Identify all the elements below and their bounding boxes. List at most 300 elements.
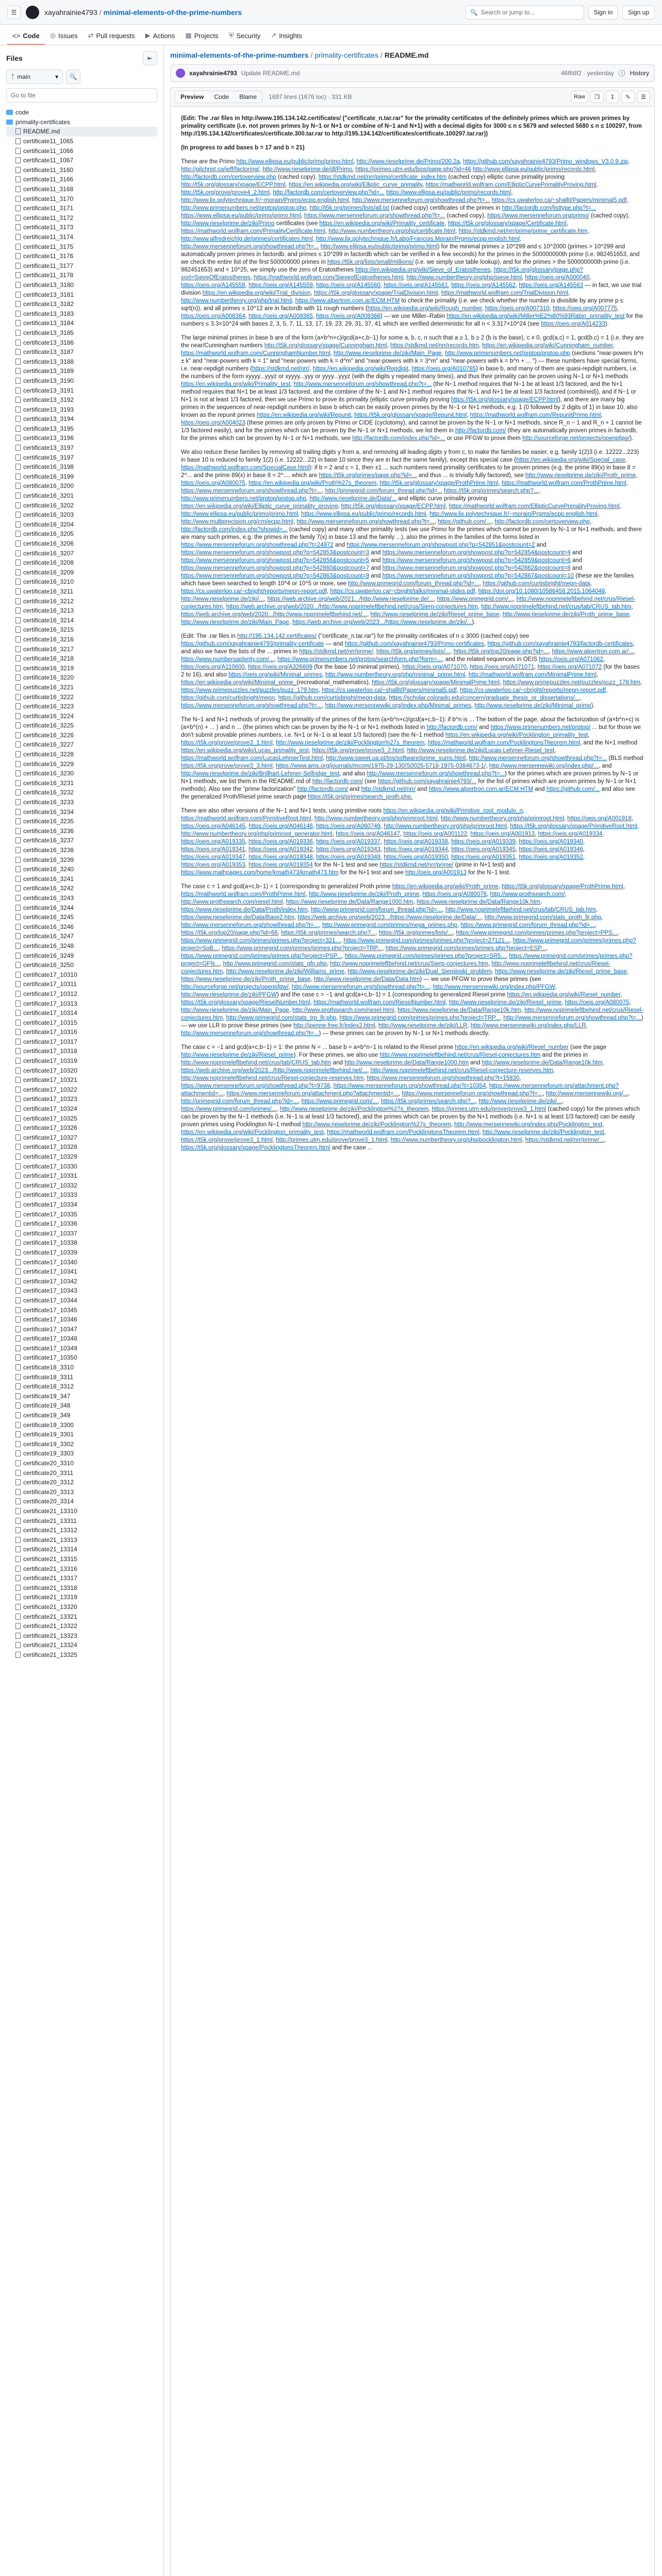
- history-link[interactable]: History: [630, 70, 649, 77]
- readme-link[interactable]: http://www.numbertheory.org/php/primroot.html: [441, 816, 564, 822]
- readme-link[interactable]: http://www.mersenneforum.org/showthread.php?t=...: [291, 984, 430, 990]
- tree-file[interactable]: [6, 251, 157, 261]
- tree-file[interactable]: [6, 721, 157, 731]
- tree-file[interactable]: [6, 1219, 157, 1229]
- readme-link[interactable]: http://www.rieselprime.de/ziki/Riesel_prime: [181, 1052, 294, 1058]
- tree-file[interactable]: [6, 1257, 157, 1267]
- avatar[interactable]: [176, 69, 185, 78]
- readme-link[interactable]: http://www.mersennewiki.org/index.php/Minimal_primes: [325, 703, 471, 709]
- readme-link[interactable]: http://www.rieselprime.de/ziki/Proth_prime: [308, 891, 420, 897]
- readme-link[interactable]: https://www.mersenneforum.org/showpost.php?p=542863&postcount=9: [181, 573, 370, 579]
- tree-file[interactable]: [6, 1535, 157, 1545]
- readme-link[interactable]: http://t5k.org/primes/lists/all.txt: [309, 205, 389, 211]
- readme-link[interactable]: https://www.primegrid.com/primes/primes.php?project=321...: [181, 938, 341, 944]
- readme-link[interactable]: https://www.rieselprime.de/ziki/Riesel_prime_base: [495, 969, 627, 975]
- readme-link[interactable]: http://www.ellipsa.eu/public/primo/records.html: [472, 166, 595, 173]
- sign-in-button[interactable]: Sign in: [588, 5, 619, 20]
- tree-file[interactable]: [6, 1161, 157, 1171]
- readme-link[interactable]: http://www.rieselprime.de/ziki/Williams_prime: [226, 969, 344, 975]
- commit-hash[interactable]: 46f66f2 · yesterday: [560, 70, 614, 77]
- readme-link[interactable]: https://cs.uwaterloo.ca/~shallit/Papers/minimal5.pdf: [491, 197, 627, 204]
- readme-link[interactable]: https://www.mersenneforum.org/showpost.php?p=542854&postcount=4: [382, 550, 571, 556]
- readme-link[interactable]: https://github.com/xayahrainie4793/primality-certificate: [181, 641, 324, 647]
- readme-link[interactable]: http://www.rieselprime.de/Data/Range10k.htm: [482, 1060, 603, 1066]
- readme-link[interactable]: http://www.primegrid.com/stats_proth_llr.php: [484, 914, 601, 921]
- tree-file[interactable]: [6, 1037, 157, 1047]
- readme-link[interactable]: http://www.rieselprime.de/ziki/...: [181, 596, 264, 602]
- tree-file[interactable]: [6, 443, 157, 453]
- go-to-file-input[interactable]: [6, 88, 157, 103]
- search-files-icon[interactable]: 🔍: [66, 70, 80, 84]
- readme-link[interactable]: https://mathworld.wolfram.com/ProthPrime.html: [501, 480, 626, 486]
- readme-link[interactable]: https://github.com/xayahrainie4793/factordb-certificates: [487, 641, 633, 647]
- readme-link[interactable]: http://www.rieselprime.de/Data/Data.htm: [313, 976, 420, 982]
- tree-file[interactable]: [6, 1573, 157, 1583]
- tree-file[interactable]: [6, 912, 157, 922]
- tree-file[interactable]: [6, 1094, 157, 1104]
- readme-link[interactable]: http://www.mersennewiki.org/index.php/PFGW: [433, 984, 555, 990]
- readme-link[interactable]: http://www.mersenneforum.org/showthread.php?t=...: [181, 244, 319, 250]
- readme-link[interactable]: http://www.alfredreichlg.de/primes/certificates.html: [181, 236, 313, 242]
- readme-link[interactable]: https://stdkmd.net/nrr/prime/...: [525, 1137, 604, 1143]
- readme-link[interactable]: https://mathworld.wolfram.com/SieveofEratosthenes.html: [253, 275, 404, 281]
- readme-link[interactable]: https://www.primegrid.com/primes/primes.php?project=SR5...: [344, 953, 506, 959]
- readme-link[interactable]: https://web.archive.org/web/2023.../http://www.noprimeleftbehind.net/...: [181, 1067, 368, 1074]
- tree-file[interactable]: [6, 1152, 157, 1162]
- tree-file[interactable]: [6, 1487, 157, 1497]
- readme-link[interactable]: https://en.wikipedia.org/wiki/Repunit: [257, 412, 351, 418]
- readme-link[interactable]: https://www.ellipsa.eu/public/primo/records.html: [301, 511, 426, 517]
- readme-link[interactable]: https://oeis.org/A071071: [470, 664, 535, 670]
- readme-link[interactable]: http://www.numbertheory.org/php/trial.html: [181, 298, 292, 304]
- readme-link[interactable]: http://factordb.com/certoverview.php: [181, 174, 276, 180]
- readme-link[interactable]: http://www.rieselprime.de/Data/...: [309, 496, 397, 502]
- readme-link[interactable]: http://www.primegrid.com/primes/mega_primes.php: [322, 922, 457, 928]
- readme-link[interactable]: https://oeis.org/A326609: [248, 664, 312, 670]
- readme-link[interactable]: https://mathworld.wolfram.com/EllipticCurvePrimalityProving.html: [449, 503, 620, 510]
- tree-file[interactable]: [6, 874, 157, 884]
- tree-file[interactable]: [6, 1439, 157, 1449]
- readme-link[interactable]: http://www.ellipsa.eu/public/primo/primo.html: [320, 244, 438, 250]
- readme-link[interactable]: https://oeis.org/A008366: [316, 313, 380, 319]
- tree-file[interactable]: [6, 299, 157, 309]
- readme-link[interactable]: https://t5k.org/prove/prove3_1.html: [181, 740, 273, 746]
- readme-link[interactable]: http://www.rieselprime.de/ziki/Proth_prime_base: [502, 612, 630, 618]
- commit-author[interactable]: xayahrainie4793: [189, 70, 237, 77]
- readme-link[interactable]: http://www.rieselprime.de/Data/Range1000.htm: [344, 1060, 469, 1066]
- readme-link[interactable]: https://www.primegrid.com/...: [301, 1098, 378, 1105]
- readme-link[interactable]: http://www.noprimeleftbehind.net/crus/tab/CRUS_tab.htm: [445, 907, 596, 913]
- tree-file[interactable]: [6, 1506, 157, 1516]
- tree-file[interactable]: [6, 1228, 157, 1238]
- tree-file[interactable]: [6, 970, 157, 979]
- tree-file[interactable]: [6, 357, 157, 366]
- readme-link[interactable]: http://www.rieselprime.de/ziki/Lucas-Lehmer-Riesel_test: [407, 748, 555, 754]
- readme-link[interactable]: https://www.mersenneforum.org/showthread.php?t=9738: [181, 1083, 330, 1089]
- download-icon[interactable]: ↧: [606, 91, 619, 103]
- readme-link[interactable]: https://mathworld.wolfram.com/EllipticCurvePrimalityProving.html: [425, 182, 597, 188]
- readme-link[interactable]: https://t5k.org/prove/prove3_3.html: [181, 763, 273, 769]
- readme-link[interactable]: http://www.rieselprime.de/Primo/200.2a: [356, 159, 460, 165]
- tree-file[interactable]: [6, 213, 157, 223]
- readme-link[interactable]: http://www.noprimeleftbehind.net/crus/Riesel-conjectures.htm: [181, 596, 636, 610]
- outline-icon[interactable]: ☰: [637, 91, 650, 103]
- readme-link[interactable]: http://www.rieselprime.de/ziki/Main_Page: [181, 619, 289, 625]
- tree-file[interactable]: [6, 548, 157, 558]
- readme-link[interactable]: https://oeis.org/A019351: [451, 854, 516, 860]
- readme-link[interactable]: https://stdkmd.net/nrr/prime/: [379, 862, 454, 868]
- tree-file[interactable]: [6, 1324, 157, 1334]
- readme-link[interactable]: https://www.mathpages.com/home/kmath473/kmath473.htm: [181, 870, 339, 876]
- tree-file[interactable]: [6, 347, 157, 357]
- readme-link[interactable]: https://oeis.org/A019346: [519, 846, 583, 853]
- readme-link[interactable]: https://oeis.org/A019350: [384, 854, 448, 860]
- tree-file[interactable]: [6, 204, 157, 213]
- readme-link[interactable]: http://factordb.com/: [426, 724, 477, 731]
- tree-file[interactable]: [6, 452, 157, 462]
- readme-link[interactable]: http://www.numbertheory.org/php/primroot_generator.html: [181, 831, 333, 837]
- readme-link[interactable]: https://oeis.org/A001122: [403, 831, 468, 837]
- tree-file[interactable]: [6, 1171, 157, 1181]
- readme-link[interactable]: https://www.primegrid.com/primes/primes.php?project=TRP...: [339, 1015, 500, 1021]
- readme-link[interactable]: http://www.rieselprime.de/ziki/Pocklington_test: [482, 1129, 604, 1136]
- readme-link[interactable]: http://www.numbertheory.org/php/minimal_prime.html: [325, 672, 466, 678]
- readme-link[interactable]: https://t5k.org/glossary/xpage/Certificate.html: [448, 221, 567, 227]
- readme-link[interactable]: http://195.134.142.certificates/: [237, 633, 317, 639]
- tree-file[interactable]: [6, 194, 157, 204]
- readme-link[interactable]: https://t5k.org/primes/search.php?...: [444, 488, 539, 494]
- readme-link[interactable]: https://oeis.org/A008365: [249, 313, 313, 319]
- readme-link[interactable]: http://www.numbertheory.org/php/sieve.html: [406, 275, 522, 281]
- readme-link[interactable]: http://www.numbertheory.org/php/primroot.html: [314, 816, 438, 822]
- tab-projects[interactable]: [180, 31, 223, 45]
- tree-file[interactable]: [6, 759, 157, 769]
- readme-link[interactable]: https://doi.org/10.1080/10586458.2015.1064048: [478, 588, 605, 595]
- tree-file[interactable]: [6, 1430, 157, 1439]
- tree-folder[interactable]: [6, 117, 157, 127]
- readme-link[interactable]: https://oeis.org/A019353: [181, 862, 245, 868]
- readme-link[interactable]: http://www.primegrid.com/stats_gfn.php: [223, 961, 327, 967]
- readme-link[interactable]: https://t5k.org/glossary/xpage/ProthPrime.html: [502, 884, 623, 890]
- tree-file[interactable]: [6, 1459, 157, 1468]
- tree-file[interactable]: [6, 1363, 157, 1372]
- readme-link[interactable]: https://en.wikipedia.org/wiki/Cunningham_number: [482, 343, 613, 349]
- tree-file[interactable]: [6, 1592, 157, 1602]
- tree-file[interactable]: [6, 960, 157, 970]
- tree-file[interactable]: [6, 1133, 157, 1143]
- tree-file[interactable]: [6, 242, 157, 251]
- tree-file[interactable]: [6, 328, 157, 338]
- tree-file[interactable]: [6, 1315, 157, 1325]
- readme-link[interactable]: https://primes.utm.edu/bios/page.php?id=46: [355, 166, 471, 173]
- readme-link[interactable]: http://www.lix.polytechnique.fr/~morain/Prgms/ecpp.english.html: [429, 511, 598, 517]
- readme-link[interactable]: https://t5k.org/primes/lists/...: [376, 649, 451, 655]
- readme-link[interactable]: https://oeis.org/A001913: [470, 831, 535, 837]
- readme-link[interactable]: https://oeis.org/A046145: [181, 823, 245, 829]
- readme-link[interactable]: https://www.primegrid.com/primes/...: [181, 1106, 277, 1112]
- tree-folder[interactable]: [6, 108, 157, 117]
- readme-link[interactable]: http://www.rieselprime.de/ziki/Minimal_prime: [474, 703, 591, 709]
- tree-file[interactable]: [6, 1545, 157, 1554]
- tree-file[interactable]: [6, 1286, 157, 1296]
- tree-file[interactable]: [6, 1602, 157, 1612]
- tree-file[interactable]: [6, 1104, 157, 1114]
- readme-link[interactable]: https://www.primegrid.com/primes/primes.php?project=27121...: [343, 938, 510, 944]
- readme-link[interactable]: https://github.com/xayahrainie4793/...: [377, 778, 477, 785]
- tree-file[interactable]: [6, 606, 157, 616]
- readme-link[interactable]: https://oeis.org/A080075: [565, 999, 630, 1006]
- readme-link[interactable]: https://scholar.colorado.edu/concern/graduate_thesis_or_dissertations/...: [389, 695, 580, 701]
- readme-link[interactable]: https://www.mersenneforum.org/attachment.php?attachmentid=...: [181, 1083, 619, 1097]
- readme-link[interactable]: http://www.primegrid.com/stats_trp_llr.php: [226, 1015, 337, 1021]
- readme-link[interactable]: http://www.rieselprime.de/ziki/Pocklington%27s_theorem: [302, 1122, 451, 1128]
- readme-link[interactable]: http://sourceforge.net/projects/openpfgw/: [181, 984, 289, 990]
- readme-link[interactable]: https://mathworld.wolfram.com/PrimitiveRoot.html: [181, 816, 311, 822]
- readme-link[interactable]: https://t5k.org/primes/search_proth.php.: [308, 794, 413, 800]
- tree-file[interactable]: [6, 1334, 157, 1344]
- readme-link[interactable]: https://t5k.org/prove/prove3_2.html: [312, 748, 404, 754]
- readme-link[interactable]: https://primes.utm.edu/prove/prove3_1.html: [432, 1106, 547, 1112]
- tree-file[interactable]: [6, 1640, 157, 1650]
- readme-link[interactable]: http://primes.utm.edu/prove/prove3_1.html: [276, 1137, 388, 1143]
- readme-link[interactable]: https://oeis.org/A046147: [336, 831, 400, 837]
- readme-link[interactable]: https://en.wikipedia.org/wiki/Proth_prime: [392, 884, 499, 890]
- tree-file[interactable]: [6, 1353, 157, 1363]
- tree-file[interactable]: [6, 893, 157, 903]
- tree-file[interactable]: [6, 644, 157, 654]
- tree-file[interactable]: [6, 385, 157, 395]
- readme-link[interactable]: http://factordb.com/listtype.php?t=...: [502, 205, 597, 211]
- tree-file[interactable]: [6, 1113, 157, 1123]
- readme-link[interactable]: https://www.primegrid.com/primes/primes.php?project=PSP...: [181, 953, 342, 959]
- readme-link[interactable]: https://t5k.org/primes/lists/...: [378, 930, 453, 936]
- readme-link[interactable]: https://www.mersenneforum.org/attachment.php?attachmentid=...: [226, 1091, 399, 1097]
- collapse-sidebar-icon[interactable]: ⇤: [143, 51, 157, 65]
- tab-security[interactable]: [224, 31, 266, 45]
- tab-actions[interactable]: [140, 31, 180, 45]
- readme-link[interactable]: https://www.numbersaplenty.com/...: [181, 656, 274, 663]
- tree-file[interactable]: [6, 1181, 157, 1191]
- readme-link[interactable]: http://t5k.org/prove/prove4_2.html: [181, 190, 270, 196]
- readme-link[interactable]: https://en.wikipedia.org/wiki/Pocklington_primality_test: [445, 732, 588, 738]
- readme-link[interactable]: https://www.mersenneforum.org/showpost.php?p=542860&postcount=7: [181, 565, 370, 571]
- readme-link[interactable]: http://oeis.org/A001913: [405, 870, 467, 876]
- tree-file[interactable]: [6, 577, 157, 587]
- repo-name-link[interactable]: minimal-elements-of-the-prime-numbers: [103, 8, 242, 16]
- tree-file[interactable]: [6, 635, 157, 645]
- tree-file[interactable]: [6, 587, 157, 597]
- readme-link[interactable]: https://mathworld.wolfram.com/LucasLehmerTest.html: [181, 755, 323, 761]
- readme-link[interactable]: https://t5k.org/top20/page.php?id=66: [181, 930, 278, 936]
- readme-link[interactable]: http://primegrid.com/forum_thread.php?id=...: [325, 488, 442, 494]
- readme-link[interactable]: http://www.mersenneforum.org/showthread.php?t=...: [469, 755, 607, 761]
- readme-link[interactable]: https://www.mersenneforum.org/primo/: [487, 213, 589, 219]
- readme-link[interactable]: https://www.mersenneforum.org/showthread.php?t=24972: [181, 542, 334, 548]
- readme-link[interactable]: http://www.mersennewiki.org/...: [545, 1091, 628, 1097]
- readme-link[interactable]: http://www.noprimeleftbehind.net/crus/Riesel-conjecture-reserves.htm: [181, 1075, 364, 1081]
- tree-file[interactable]: [6, 1075, 157, 1085]
- readme-link[interactable]: https://www.primenumbers.net/prptop/searchform.php?form=...: [277, 656, 442, 663]
- code-tab[interactable]: Code: [209, 91, 234, 103]
- readme-link[interactable]: https://en.wikipedia.org/wiki/Rough_number: [367, 306, 482, 312]
- tree-file[interactable]: [6, 1142, 157, 1152]
- tree-file[interactable]: [6, 1420, 157, 1430]
- readme-link[interactable]: https://www.primegrid.com/...: [437, 596, 514, 602]
- tree-file[interactable]: [6, 1008, 157, 1018]
- commit-message[interactable]: Update README.md: [241, 70, 300, 77]
- readme-link[interactable]: http://www.noprimeleftbehind.net/crus/Riesel-conjectures.htm: [181, 961, 611, 975]
- readme-link[interactable]: https://t5k.org/primes/page.php?id=...: [319, 472, 417, 479]
- readme-link[interactable]: http://www.noprimeleftbehind.net/crus/Sierp-conjectures.htm: [330, 961, 489, 967]
- readme-link[interactable]: https://t5k.org/primes/search.php?...: [380, 1098, 476, 1105]
- readme-link[interactable]: https://oeis.org/A145560: [316, 282, 380, 289]
- tab-pull-requests[interactable]: [83, 31, 140, 45]
- readme-link[interactable]: http://www.rieselprime.de/ziki/Main_Page: [181, 1007, 289, 1013]
- readme-link[interactable]: https://www.rieselprime.de/ziki/Proth_prime_base: [181, 976, 311, 982]
- tree-file[interactable]: [6, 1478, 157, 1487]
- readme-link[interactable]: http://www.mersenneforum.org/showthread.php?t=...: [296, 519, 435, 525]
- readme-link[interactable]: http://www.rieselprime.de/ziki/Primo: [181, 221, 275, 227]
- readme-link[interactable]: https://t5k.org/glossary/xpage/TrialDivision.html: [313, 290, 438, 296]
- tree-file[interactable]: [6, 750, 157, 759]
- readme-link[interactable]: http://www.ellipsa.eu/public/primo/primo.html: [181, 511, 298, 517]
- readme-link[interactable]: https://oeis.org/A008364: [181, 313, 245, 319]
- readme-link[interactable]: https://github.com/...: [546, 786, 600, 792]
- readme-link[interactable]: https://en.wikipedia.org/wiki/Minimal_prime_: [181, 680, 297, 686]
- tree-file[interactable]: [6, 769, 157, 778]
- tree-file[interactable]: [6, 1238, 157, 1248]
- readme-link[interactable]: https://oeis.org/A145563: [519, 282, 583, 289]
- readme-link[interactable]: https://oeis.org/A001918: [567, 816, 632, 822]
- readme-link[interactable]: https://www.mersenneforum.org/showthread.php?t=...: [402, 1091, 543, 1097]
- readme-link[interactable]: https://t5k.org/top20/page.php?id=...: [453, 649, 549, 655]
- readme-link[interactable]: http://www.mersenneforum.org/showthread.php?t=...: [181, 1030, 319, 1037]
- tree-file[interactable]: [6, 788, 157, 798]
- readme-link[interactable]: https://www.mersenneforum.org/showpost.php?p=542859&postcount=6: [382, 557, 571, 564]
- tree-file[interactable]: [6, 261, 157, 271]
- tree-file[interactable]: [6, 529, 157, 539]
- readme-link[interactable]: https://oeis.org/A010785: [411, 366, 476, 372]
- preview-tab[interactable]: Preview: [175, 91, 209, 103]
- readme-link[interactable]: http://www.mersenneforum.org/showthread.php?t=...: [352, 197, 490, 204]
- readme-link[interactable]: https://cs.uwaterloo.ca/~cbright/reports/mepn-report.pdf: [181, 588, 327, 595]
- readme-link[interactable]: http://www.ellipsa.eu/public/primo/primo.html: [236, 159, 354, 165]
- tree-file[interactable]: [6, 798, 157, 807]
- tree-file[interactable]: [6, 472, 157, 482]
- readme-link[interactable]: https://www.mersenneforum.org/showthread.php?t=...: [181, 703, 322, 709]
- readme-link[interactable]: https://www.primepuzzles.net/puzzles/puzz_179.htm: [181, 687, 319, 693]
- readme-link[interactable]: http://www.noprimeleftbehind.net/crus/tab/CRUS_tab.htm: [181, 1060, 332, 1066]
- tree-file[interactable]: [6, 1468, 157, 1478]
- readme-link[interactable]: https://www.ellipsa.eu/public/primo/records.html: [386, 190, 511, 196]
- breadcrumb-folder-link[interactable]: primality-certificates: [315, 51, 378, 59]
- tree-file[interactable]: [6, 146, 157, 156]
- readme-link[interactable]: http://www.mersenneforum.org/showthread.php?t=...: [503, 1015, 641, 1021]
- readme-link[interactable]: https://web.archive.org/web/2020.../http://www.noprimeleftbehind.net/...: [181, 612, 368, 618]
- readme-link[interactable]: https://www.primegrid.com/primes/primes.php?project=ESP...: [385, 945, 547, 952]
- readme-link[interactable]: https://mathworld.wolfram.com/RieselNumber.html: [313, 999, 446, 1006]
- tree-file[interactable]: [6, 491, 157, 501]
- readme-link[interactable]: https://oeis.org/A019348: [249, 854, 313, 860]
- readme-link[interactable]: http://mathworld.wolfram.com/MinimalPrime.html: [468, 672, 597, 678]
- readme-link[interactable]: http://www.mersenneforum.org/showthread.php?t=...: [293, 381, 432, 387]
- tree-file[interactable]: [6, 1267, 157, 1277]
- readme-link[interactable]: https://en.wikipedia.org/wiki/Sieve_of_Eratosthenes: [355, 267, 491, 273]
- readme-link[interactable]: https://www.primegrid.com/primes/primes.php?project=SoB...: [181, 938, 636, 952]
- tree-file[interactable]: [6, 510, 157, 520]
- readme-link[interactable]: http://t5k.org/glossary/xpage/ProthPrime.html: [379, 480, 499, 486]
- tree-file[interactable]: [6, 845, 157, 855]
- tree-file[interactable]: [6, 951, 157, 960]
- readme-link[interactable]: https://stdkmd.net/nrr/: [252, 366, 310, 372]
- tree-file[interactable]: [6, 137, 157, 146]
- tree-file[interactable]: [6, 1564, 157, 1573]
- readme-link[interactable]: http://primegrid.com/forum_thread.php?id=...: [181, 1098, 299, 1105]
- readme-link[interactable]: https://en.wikipedia.org/wiki/Elliptic_curve_primality_proving: [181, 503, 338, 510]
- tree-file[interactable]: [6, 424, 157, 434]
- readme-link[interactable]: https://github.com/xayahrainie4793/Primo_windows_V3.0.9.zip: [463, 159, 628, 165]
- readme-link[interactable]: http://www.noprimeleftbehind.net/crus/Riesel-conjecture-reserves.htm: [370, 1067, 553, 1074]
- blame-tab[interactable]: Blame: [234, 91, 262, 103]
- readme-link[interactable]: https://oeis.org/A007775: [553, 306, 617, 312]
- readme-link[interactable]: https://cs.uwaterloo.ca/~cbright/reports/mepn-report.pdf: [460, 687, 606, 693]
- tree-file[interactable]: [6, 979, 157, 989]
- readme-link[interactable]: https://en.wikipedia.org/wiki/Repdigit: [312, 366, 409, 372]
- readme-link[interactable]: http://www.mersennewiki.org/index.php/LLR: [470, 1023, 586, 1029]
- tab-insights[interactable]: [266, 31, 307, 45]
- readme-link[interactable]: http://www.mersenneforum.org/showthread.php?t=...: [181, 922, 319, 928]
- readme-link[interactable]: https://www.primepuzzles.net/puzzles/puzz_178.htm: [503, 680, 640, 686]
- readme-link[interactable]: https://www.mersenneforum.org/showpost.php?p=542867&postcount=10: [382, 573, 574, 579]
- readme-link[interactable]: http://www.primenumbers.net/prptop/prptop.php: [444, 350, 570, 357]
- readme-link[interactable]: https://oeis.org/A000040: [525, 275, 590, 281]
- readme-link[interactable]: http://www.rieselprime.de/ziki/Dual_Sierpinski_problem: [347, 969, 492, 975]
- readme-link[interactable]: https://en.wikipedia.org/wiki/Primality_certificate: [319, 221, 445, 227]
- readme-link[interactable]: https://github.com/curtisbright/mepn-data: [278, 695, 386, 701]
- readme-link[interactable]: https://oeis.org/A145558: [181, 282, 245, 289]
- readme-link[interactable]: http://www.rieselprime.de/ziki/Riesel_prime: [449, 999, 562, 1006]
- readme-link[interactable]: https://oeis.org/A019336: [249, 839, 313, 845]
- readme-link[interactable]: http://www.rieselprime.de/ziki/PFGW: [181, 992, 277, 998]
- tree-file[interactable]: [6, 1209, 157, 1219]
- tree-file[interactable]: [6, 1650, 157, 1660]
- tree-file[interactable]: [6, 731, 157, 740]
- readme-link[interactable]: https://oeis.org/A007310: [485, 306, 550, 312]
- readme-link[interactable]: http://gilchrist.ca/jeff/factoring/: [181, 166, 259, 173]
- repo-owner-link[interactable]: xayahrainie4793: [44, 8, 97, 16]
- readme-link[interactable]: https://en.wikipedia.org/wiki/Pocklington_primality_test: [181, 1129, 324, 1136]
- readme-link[interactable]: https://oeis.org/A019337: [316, 839, 380, 845]
- tree-file[interactable]: [6, 1612, 157, 1621]
- readme-link[interactable]: https://oeis.org/A019335: [181, 839, 245, 845]
- tree-file[interactable]: [6, 673, 157, 683]
- tree-file[interactable]: [6, 1401, 157, 1411]
- raw-button[interactable]: Raw: [571, 91, 588, 103]
- readme-link[interactable]: https://oeis.org/A145561: [384, 282, 448, 289]
- readme-link[interactable]: http://www.rieselprime.de/ziki/Brillhart-Lehmer-Selfridge_test: [181, 771, 340, 777]
- readme-link[interactable]: http://factordb.com/certoverview.php?id=...: [273, 190, 385, 196]
- readme-link[interactable]: https://oeis.org/A071070: [402, 664, 467, 670]
- readme-link[interactable]: https://oeis.org/A019347: [181, 854, 245, 860]
- readme-link[interactable]: https://oeis.org/A060749: [316, 823, 380, 829]
- readme-link[interactable]: https://mathworld.wolfram.com/PrimalityCertificate.html: [181, 228, 325, 234]
- readme-link[interactable]: https://www.mersenneforum.org/showthread.php?t=10354: [333, 1083, 486, 1089]
- readme-link[interactable]: https://oeis.org/A019338: [384, 839, 448, 845]
- readme-link[interactable]: http://www.rieselprime.de/ziki/...: [478, 1098, 562, 1105]
- github-logo-icon[interactable]: [26, 6, 39, 19]
- readme-link[interactable]: https://www.primegrid.com/primes/primes.php?project=PPS...: [456, 930, 618, 936]
- copy-icon[interactable]: ❐: [590, 91, 604, 103]
